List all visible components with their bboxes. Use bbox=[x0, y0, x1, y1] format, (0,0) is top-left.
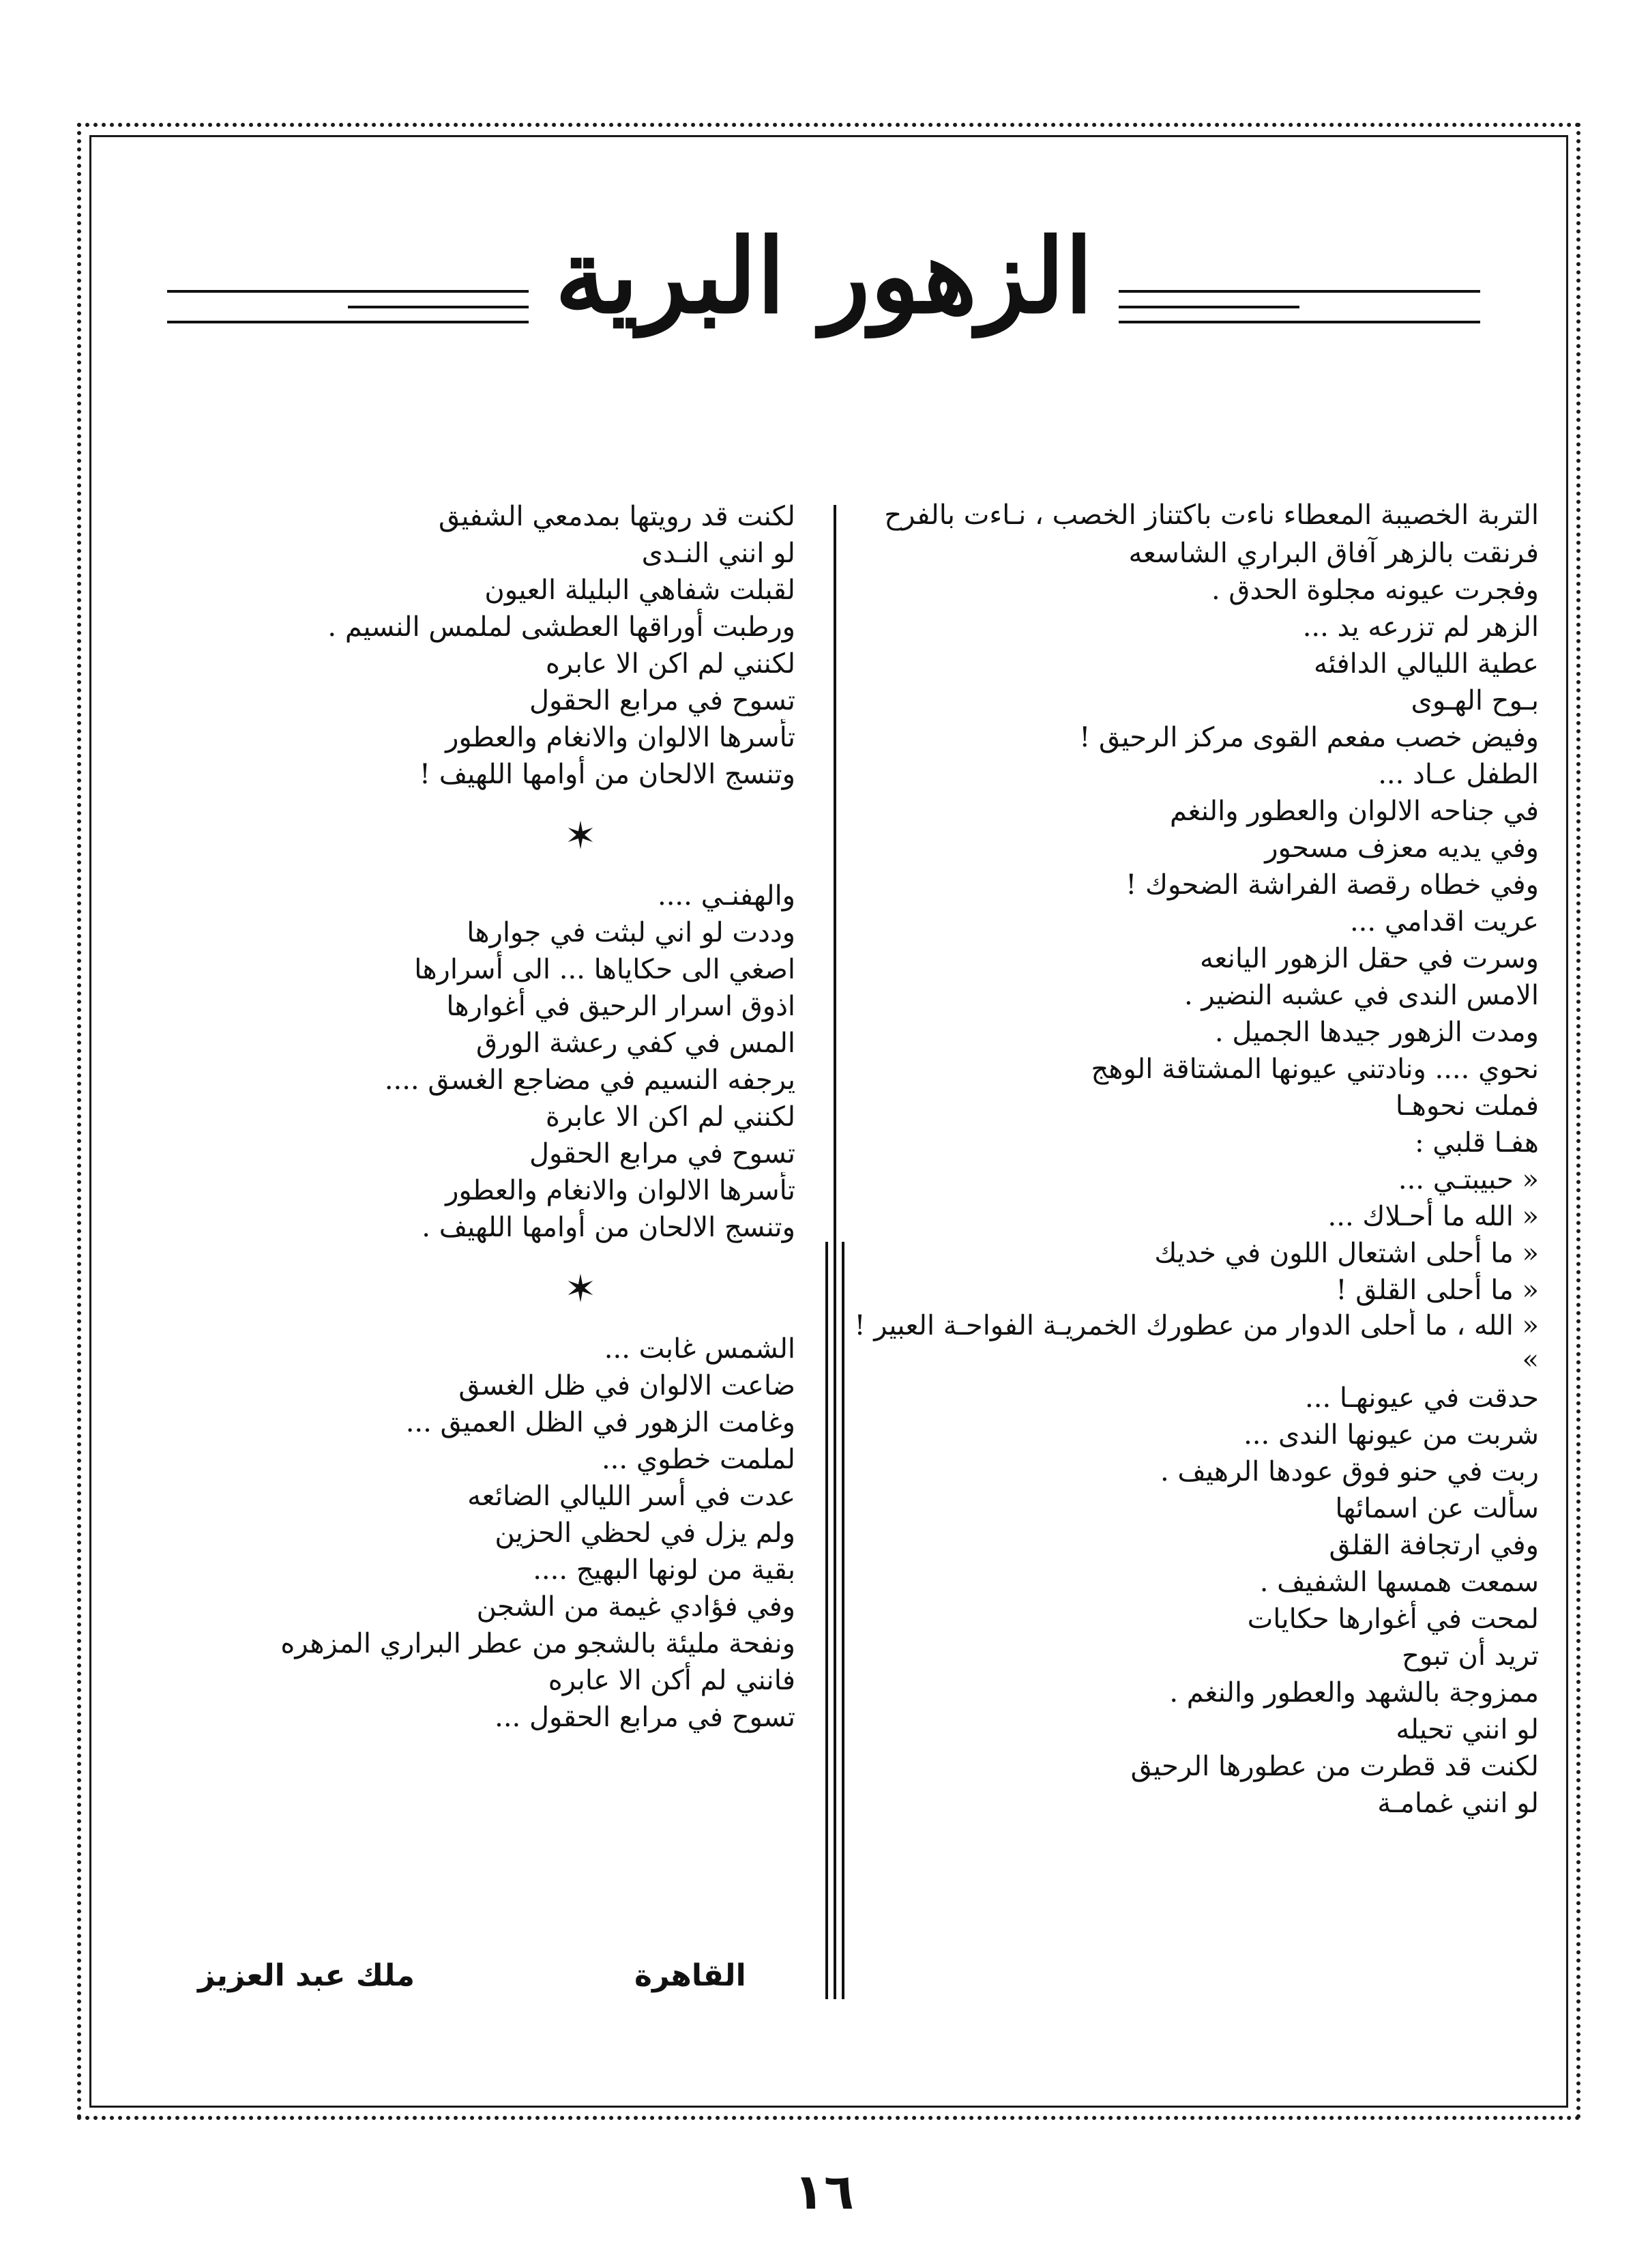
poem-column-right bbox=[836, 498, 1539, 1822]
verse-line: الطفل عـاد ... bbox=[1378, 759, 1539, 790]
verse-line: الشمس غابت ... bbox=[604, 1333, 795, 1365]
verse-line: وفيض خصب مفعم القوى مركز الرحيق ! bbox=[1079, 722, 1539, 753]
verse-line: لملمت خطوي ... bbox=[601, 1444, 795, 1475]
verse-line: لكنني لم اكن الا عابرة bbox=[545, 1101, 795, 1133]
verse-line: لكنت قد قطرت من عطورها الرحيق bbox=[1130, 1751, 1539, 1782]
verse-line: ضاعت الالوان في ظل الغسق bbox=[458, 1370, 795, 1401]
verse-line: تسوح في مرابع الحقول bbox=[529, 1138, 795, 1169]
verse-line: « ما أحلى اشتعال اللون في خديك bbox=[1154, 1238, 1539, 1269]
verse-line: وغامت الزهور في الظل العميق ... bbox=[405, 1407, 795, 1438]
verse-line: ومدت الزهور جيدها الجميل . bbox=[1214, 1017, 1539, 1048]
verse-line: يرجفه النسيم في مضاجع الغسق .... bbox=[384, 1064, 795, 1096]
verse-line: وفجرت عيونه مجلوة الحدق . bbox=[1211, 575, 1539, 606]
verse-line: لو انني تحيله bbox=[1396, 1714, 1539, 1745]
verse-line: لكنني لم اكن الا عابره bbox=[545, 648, 795, 680]
verse-line: عطية الليالي الدافئه bbox=[1314, 648, 1539, 680]
verse-line: وددت لو اني لبثت في جوارها bbox=[467, 917, 795, 948]
verse-line: تسوح في مرابع الحقول ... bbox=[495, 1702, 795, 1733]
star-separator: ✶ bbox=[564, 814, 597, 858]
verse-line: اذوق اسرار الرحيق في أغوارها bbox=[446, 991, 795, 1022]
verse-line: حدقت في عيونهـا ... bbox=[1305, 1382, 1539, 1414]
verse-line: لكنت قد رويتها بمدمعي الشفيق bbox=[438, 501, 795, 532]
verse-line: تريد أن تبوح bbox=[1402, 1640, 1539, 1672]
column-divider-accent bbox=[825, 1242, 828, 1999]
verse-line: هفـا قلبي : bbox=[1415, 1127, 1539, 1159]
verse-line: اصغي الى حكاياها ... الى أسرارها bbox=[414, 954, 795, 985]
verse-line: وفي يديه معزف مسحور bbox=[1265, 832, 1539, 864]
verse-line: عدت في أسر الليالي الضائعه bbox=[467, 1481, 795, 1512]
verse-line: ولم يزل في لحظي الحزين bbox=[495, 1517, 795, 1549]
verse-line: ونفحة مليئة بالشجو من عطر البراري المزهره bbox=[280, 1628, 795, 1659]
verse-line: « حبيبتـي ... bbox=[1398, 1164, 1539, 1195]
verse-line: التربة الخصيبة المعطاء ناءت باكتناز الخصب ، نـاءت بالفرح bbox=[884, 499, 1539, 531]
verse-line: بـوح الهـوى bbox=[1411, 685, 1539, 716]
verse-line: عريت اقدامي ... bbox=[1349, 906, 1539, 937]
verse-line: ربت في حنو فوق عودها الرهيف . bbox=[1160, 1456, 1539, 1487]
page-number: ١٦ bbox=[794, 2163, 854, 2220]
verse-line: لو انني النـدى bbox=[641, 538, 795, 569]
verse-line: لمحت في أغوارها حكايات bbox=[1247, 1603, 1539, 1635]
verse-line: فانني لم أكن الا عابره bbox=[548, 1665, 795, 1696]
verse-line: « ما أحلى القلق ! bbox=[1336, 1275, 1539, 1306]
verse-line: سألت عن اسمائها bbox=[1335, 1493, 1539, 1524]
verse-line: وسرت في حقل الزهور اليانعه bbox=[1199, 943, 1539, 974]
verse-line: تأسرها الالوان والانغام والعطور bbox=[445, 722, 795, 753]
verse-line: لو انني غمامـة bbox=[1377, 1788, 1539, 1819]
verse-line: وتنسج الالحان من أوامها اللهيف ! bbox=[419, 759, 795, 790]
verse-line: الزهر لم تزرعه يد ... bbox=[1302, 611, 1539, 643]
verse-line: وفي فؤادي غيمة من الشجن bbox=[476, 1591, 795, 1623]
verse-line: تسوح في مرابع الحقول bbox=[529, 685, 795, 716]
verse-line: والهفنـي .... bbox=[658, 880, 795, 912]
verse-line: المس في كفي رعشة الورق bbox=[476, 1028, 795, 1059]
verse-line: نحوي .... ونادتني عيونها المشتاقة الوهج bbox=[1091, 1053, 1539, 1085]
verse-line: تأسرها الالوان والانغام والعطور bbox=[445, 1175, 795, 1206]
verse-line: فرنقت بالزهر آفاق البراري الشاسعه bbox=[1128, 538, 1539, 569]
verse-line: شربت من عيونها الندى ... bbox=[1244, 1419, 1539, 1451]
verse-line: في جناحه الالوان والعطور والنغم bbox=[1169, 796, 1539, 827]
verse-line: وفي ارتجافة القلق bbox=[1329, 1530, 1539, 1561]
verse-line: وفي خطاه رقصة الفراشة الضحوك ! bbox=[1125, 869, 1539, 901]
star-separator: ✶ bbox=[564, 1267, 597, 1311]
verse-line: « الله ما أحـلاك ... bbox=[1327, 1201, 1539, 1232]
verse-line: سمعت همسها الشفيف . bbox=[1259, 1567, 1539, 1598]
verse-line: بقية من لونها البهيج .... bbox=[533, 1554, 795, 1586]
verse-line: ممزوجة بالشهد والعطور والنغم . bbox=[1169, 1677, 1539, 1709]
verse-line: فملت نحوهـا bbox=[1395, 1090, 1539, 1122]
signature-place: القاهرة bbox=[634, 1958, 746, 1993]
verse-line: ورطبت أوراقها العطشى لملمس النسيم . bbox=[327, 611, 795, 643]
verse-line: وتنسج الالحان من أوامها اللهيف . bbox=[422, 1212, 795, 1243]
verse-line: لقبلت شفاهي البليلة العيون bbox=[484, 575, 795, 606]
verse-line: الامس الندى في عشبه النضير . bbox=[1183, 980, 1539, 1011]
verse-line: « الله ، ما أحلى الدوار من عطورك الخمريـة الفواحـة العبير ! » bbox=[854, 1310, 1539, 1376]
poem-column-left bbox=[93, 498, 795, 1736]
signature-author: ملك عبد العزيز bbox=[198, 1958, 415, 1993]
poem-title: الزهور البرية bbox=[555, 216, 1093, 336]
